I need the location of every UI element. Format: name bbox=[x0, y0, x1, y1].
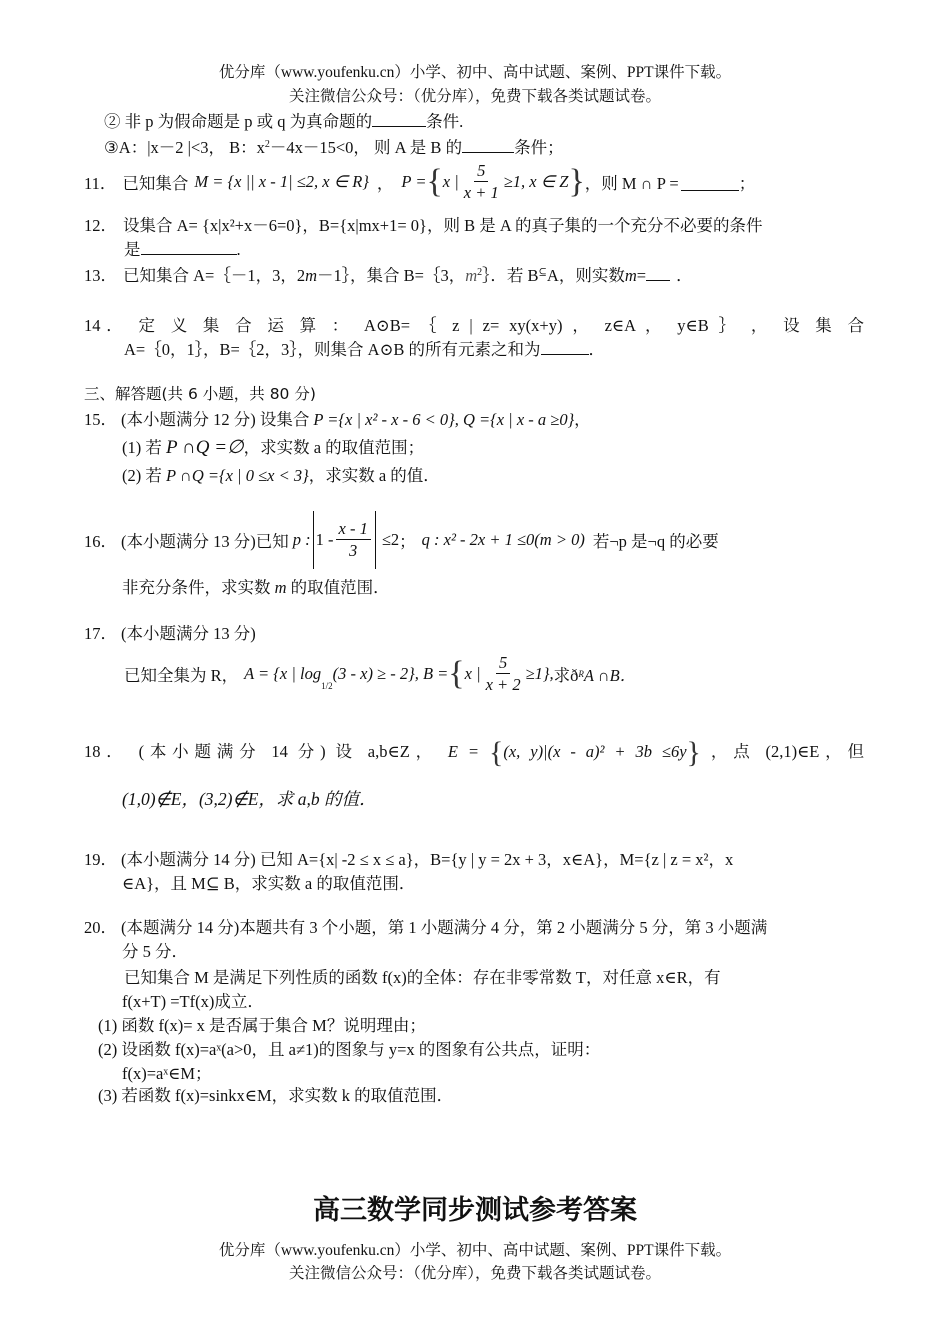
question-20-part-2-line-2: f(x)=aˣ∈M； bbox=[122, 1064, 212, 1083]
question-16: 16． (本小题满分 13 分)已知 p : 1 - $\frac{x - 1}{3}$ ≤2 ； q : x² - 2x + 1 ≤0(m > 0) 若¬p 是¬q 的必要 bbox=[84, 508, 719, 572]
answer-blank bbox=[681, 174, 739, 191]
question-12: 12． 设集合 A= {x|x²+x－6=0}，B={x|mx+1= 0}，则 B 是 A 的真子集的一个充分不必要的条件 bbox=[84, 216, 763, 235]
header-line-2: 关注微信公众号：（优分库），免费下载各类试题试卷。 bbox=[288, 88, 661, 105]
fraction: $\frac{x - 1}{3}$ bbox=[336, 519, 371, 562]
fraction: $\frac{5}{x + 2}$ bbox=[485, 652, 521, 694]
question-14: 14． 定 义 集 合 运 算 ： A⊙B= ｛ z | z= xy(x+y) ， z∈A ， y∈B ｝ ， 设 集 合 bbox=[84, 316, 865, 335]
fraction: $\frac{5}{x + 1}$ bbox=[463, 160, 499, 202]
answer-section-title: 高三数学同步测试参考答案 bbox=[313, 1195, 637, 1226]
question-15-part-1: (1) 若 P ∩Q =∅，求实数 a 的取值范围； bbox=[122, 437, 425, 458]
question-17: 17． (本小题满分 13 分) bbox=[84, 624, 256, 643]
question-13: 13． 已知集合 A=｛－1，3，2m－1｝，集合 B=｛3，$m^2\}$．若 B⊆A，则实数m= ． bbox=[84, 266, 693, 285]
answer-blank bbox=[462, 136, 514, 153]
footer-line-1: 优分库（www.youfenku.cn）小学、初中、高中试题、案例、PPT课件下载。 bbox=[218, 1242, 732, 1259]
question-18-line-2: (1,0)∉E，(3,2)∉E，求 a,b 的值． bbox=[122, 789, 377, 809]
question-14-line-2: A=｛0，1｝，B=｛2，3｝，则集合 A⊙B 的所有元素之和为 ． bbox=[124, 340, 606, 359]
question-20: 20． (本题满分 14 分)本题共有 3 个小题，第 1 小题满分 4 分，第 2 小题满分 5 分，第 3 小题满 bbox=[84, 918, 768, 937]
question-19-line-2: ∈A}，且 M⊆ B，求实数 a 的取值范围． bbox=[122, 874, 416, 893]
q10-item-2: ② 非 p 为假命题是 p 或 q 为真命题的 条件. bbox=[104, 112, 464, 131]
question-12-line-2: 是 . bbox=[124, 240, 241, 259]
question-20-line-3: 已知集合 M 是满足下列性质的函数 f(x)的全体：存在非零常数 T，对任意 x∈R，有 bbox=[124, 968, 721, 987]
question-16-line-2: 非充分条件，求实数 m 的取值范围． bbox=[122, 578, 390, 597]
question-20-line-4: f(x+T) =Tf(x)成立． bbox=[122, 992, 264, 1011]
question-18: 18． (本小题满分 14 分) 设 a,b∈Z， E = {(x, y)|(x - a)² + 3b ≤6y} ，点 (2,1)∈E，但 bbox=[84, 736, 864, 770]
question-15-part-2: (2) 若 P ∩Q ={x | 0 ≤x < 3}，求实数 a 的值． bbox=[122, 466, 440, 485]
question-11: 11． 已知集合 M = {x || x - 1| ≤2, x ∈ R} ， P = { x | $\frac{5}{x + 1}$ ≥1, x ∈ Z } ，则 M ∩ P = ； bbox=[84, 160, 756, 202]
question-19: 19． (本小题满分 14 分) 已知 A={x| -2 ≤ x ≤ a}，B={y | y = 2x + 3，x∈A}，M={z | z = x²，x bbox=[84, 850, 734, 869]
answer-blank bbox=[372, 110, 426, 127]
question-20-part-2: (2) 设函数 f(x)=aˣ(a>0，且 a≠1)的图象与 y=x 的图象有公共点，证明： bbox=[98, 1040, 601, 1059]
q10-item-3: ③A：|x－2 |<3， B：$x^2-4x-15<0$， 则 A 是 B 的 条件； bbox=[104, 138, 564, 157]
answer-blank bbox=[141, 238, 237, 255]
answer-blank bbox=[541, 338, 589, 355]
header-line-1: 优分库（www.youfenku.cn）小学、初中、高中试题、案例、PPT课件下载。 bbox=[218, 64, 732, 81]
question-20-part-3: (3) 若函数 f(x)=sinkx∈M，求实数 k 的取值范围． bbox=[98, 1086, 454, 1105]
question-17-body: 已知全集为 R， A = {x | log 1/2 (3 - x) ≥ - 2}, B = { x | $\frac{5}{x + 2}$ ≥1}, 求ð R A ∩B． bbox=[124, 652, 637, 694]
section-title: 三、解答题(共 6 小题，共 80 分) bbox=[84, 385, 316, 403]
question-20-part-1: (1) 函数 f(x)= x 是否属于集合 M？说明理由； bbox=[98, 1016, 426, 1035]
question-15: 15． (本小题满分 12 分) 设集合 P ={x | x² - x - 6 < 0}, Q ={x | x - a ≥0}， bbox=[84, 410, 591, 429]
question-20-line-2: 分 5 分． bbox=[122, 942, 188, 961]
answer-blank bbox=[646, 264, 670, 281]
footer-line-2: 关注微信公众号：（优分库），免费下载各类试题试卷。 bbox=[288, 1265, 661, 1282]
